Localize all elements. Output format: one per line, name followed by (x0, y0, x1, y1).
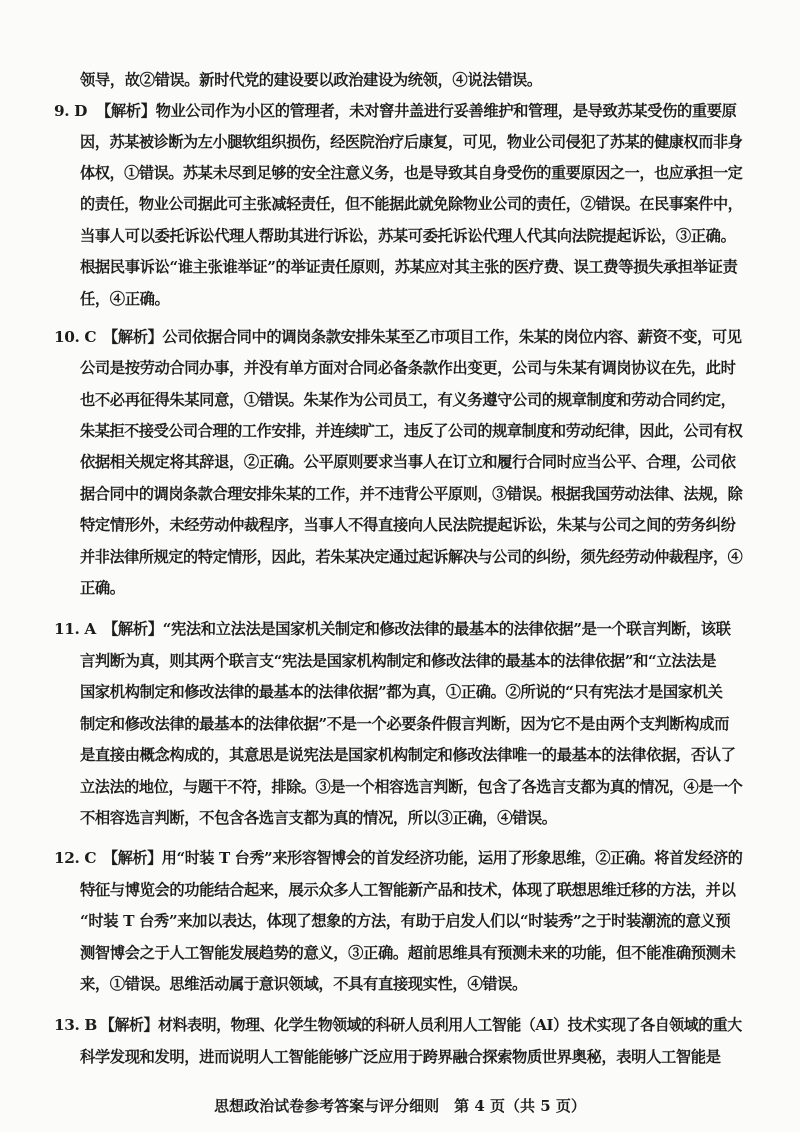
answer-line: 并非法律所规定的特定情形，因此，若朱某决定通过起诉解决与公司的纠纷，须先经劳动仲裁程序，④ (80, 548, 743, 566)
answer-line: 【解析】公司依据合同中的调岗条款安排朱某至乙市项目工作，朱某的岗位内容、薪资不变，可见 (103, 328, 742, 346)
intro-line: 领导，故②错误。新时代党的建设要以政治建设为统领，④说法错误。 (80, 71, 542, 89)
answer-number: 12. C (54, 849, 97, 867)
answer-line: “时装 T 台秀”来加以表达，体现了想象的方法，有助于启发人们以“时装秀”之于时装潮流的意义预 (80, 912, 731, 930)
answer-line: 【解析】用“时装 T 台秀”来形容智博会的首发经济功能，运用了形象思维，②正确。将首发经济的 (103, 849, 743, 867)
answer-line: 是直接由概念构成的，其意思是说宪法是国家机构制定和修改法律唯一的最基本的法律依据，否认了 (80, 746, 736, 764)
answer-number: 11. A (54, 620, 96, 638)
answer-line: 朱某拒不接受公司合理的工作安排，并连续旷工，违反了公司的规章制度和劳动纪律，因此，公司有权 (80, 422, 743, 440)
answer-line: 据合同中的调岗条款合理安排朱某的工作，并不违背公平原则，③错误。根据我国劳动法律、法规，除 (80, 485, 743, 503)
answer-line: 也不必再征得朱某同意，①错误。朱某作为公司员工，有义务遵守公司的规章制度和劳动合同约定， (80, 391, 736, 409)
answer-line: 制定和修改法律的最基本的法律依据”不是一个必要条件假言判断，因为它不是由两个支判断构成而 (80, 715, 729, 733)
answer-line: 特征与博览会的功能结合起来，展示众多人工智能新产品和技术，体现了联想思维迁移的方法，并以 (80, 881, 736, 899)
answer-line: 公司是按劳动合同办事，并没有单方面对合同必备条款作出变更，公司与朱某有调岗协议在先，此时 (80, 359, 736, 377)
answer-line: 根据民事诉讼“谁主张谁举证”的举证责任原则，苏某应对其主张的医疗费、误工费等损失承担举证责 (80, 258, 738, 276)
answer-number: 13. B (54, 1016, 97, 1034)
answer-line: 任，④正确。 (80, 290, 170, 308)
answer-line: 依据相关规定将其辞退，②正确。公平原则要求当事人在订立和履行合同时应当公平、合理，公司依 (80, 453, 736, 471)
answer-line: 来，①错误。思维活动属于意识领域，不具有直接现实性，④错误。 (80, 975, 527, 993)
answer-line: 言判断为真，则其两个联言支“宪法是国家机构制定和修改法律的最基本的法律依据”和“立法法是 (80, 652, 716, 670)
answer-line: 特定情形外，未经劳动仲裁程序，当事人不得直接向人民法院提起诉讼，朱某与公司之间的劳务纠纷 (80, 516, 736, 534)
answer-line: 科学发现和发明，进而说明人工智能能够广泛应用于跨界融合探索物质世界奥秘，表明人工智能是 (80, 1048, 721, 1066)
answer-line: 正确。 (80, 579, 125, 597)
answer-number: 10. C (54, 328, 97, 346)
answer-line: 因，苏某被诊断为左小腿软组织损伤，经医院治疗后康复，可见，物业公司侵犯了苏某的健康权而非身 (80, 133, 743, 151)
answer-line: 立法法的地位，与题干不符，排除。③是一个相容选言判断，包含了各选言支都为真的情况，④是一个 (80, 778, 743, 796)
answer-line: 不相容选言判断，不包含各选言支都为真的情况，所以③正确，④错误。 (80, 809, 557, 827)
answer-line: 体权，①错误。苏某未尽到足够的安全注意义务，也是导致其自身受伤的重要原因之一，也应承担一定 (80, 164, 743, 182)
answer-number: 9. D (54, 102, 87, 120)
answer-line: 的责任，物业公司据此可主张减轻责任，但不能据此就免除物业公司的责任，②错误。在民事案件中， (80, 195, 743, 213)
page-footer: 思想政治试卷参考答案与评分细则 第 4 页（共 5 页） (214, 1097, 586, 1115)
answer-line: 当事人可以委托诉讼代理人帮助其进行诉讼，苏某可委托诉讼代理人代其向法院提起诉讼，③正确。 (80, 227, 736, 245)
answer-line: 测智博会之于人工智能发展趋势的意义，③正确。超前思维具有预测未来的功能，但不能准确预测未 (80, 944, 736, 962)
answer-line: 国家机构制定和修改法律的最基本的法律依据”都为真，①正确。②所说的“只有宪法才是国家机关 (80, 683, 723, 701)
answer-line: 【解析】材料表明，物理、化学生物领域的科研人员利用人工智能（AI）技术实现了各自领域的重大 (100, 1016, 742, 1034)
answer-line: 【解析】物业公司作为小区的管理者，未对窨井盖进行妥善维护和管理，是导致苏某受伤的重要原 (96, 102, 737, 120)
answer-line: 【解析】“宪法和立法法是国家机关制定和修改法律的最基本的法律依据”是一个联言判断，该联 (103, 620, 731, 638)
